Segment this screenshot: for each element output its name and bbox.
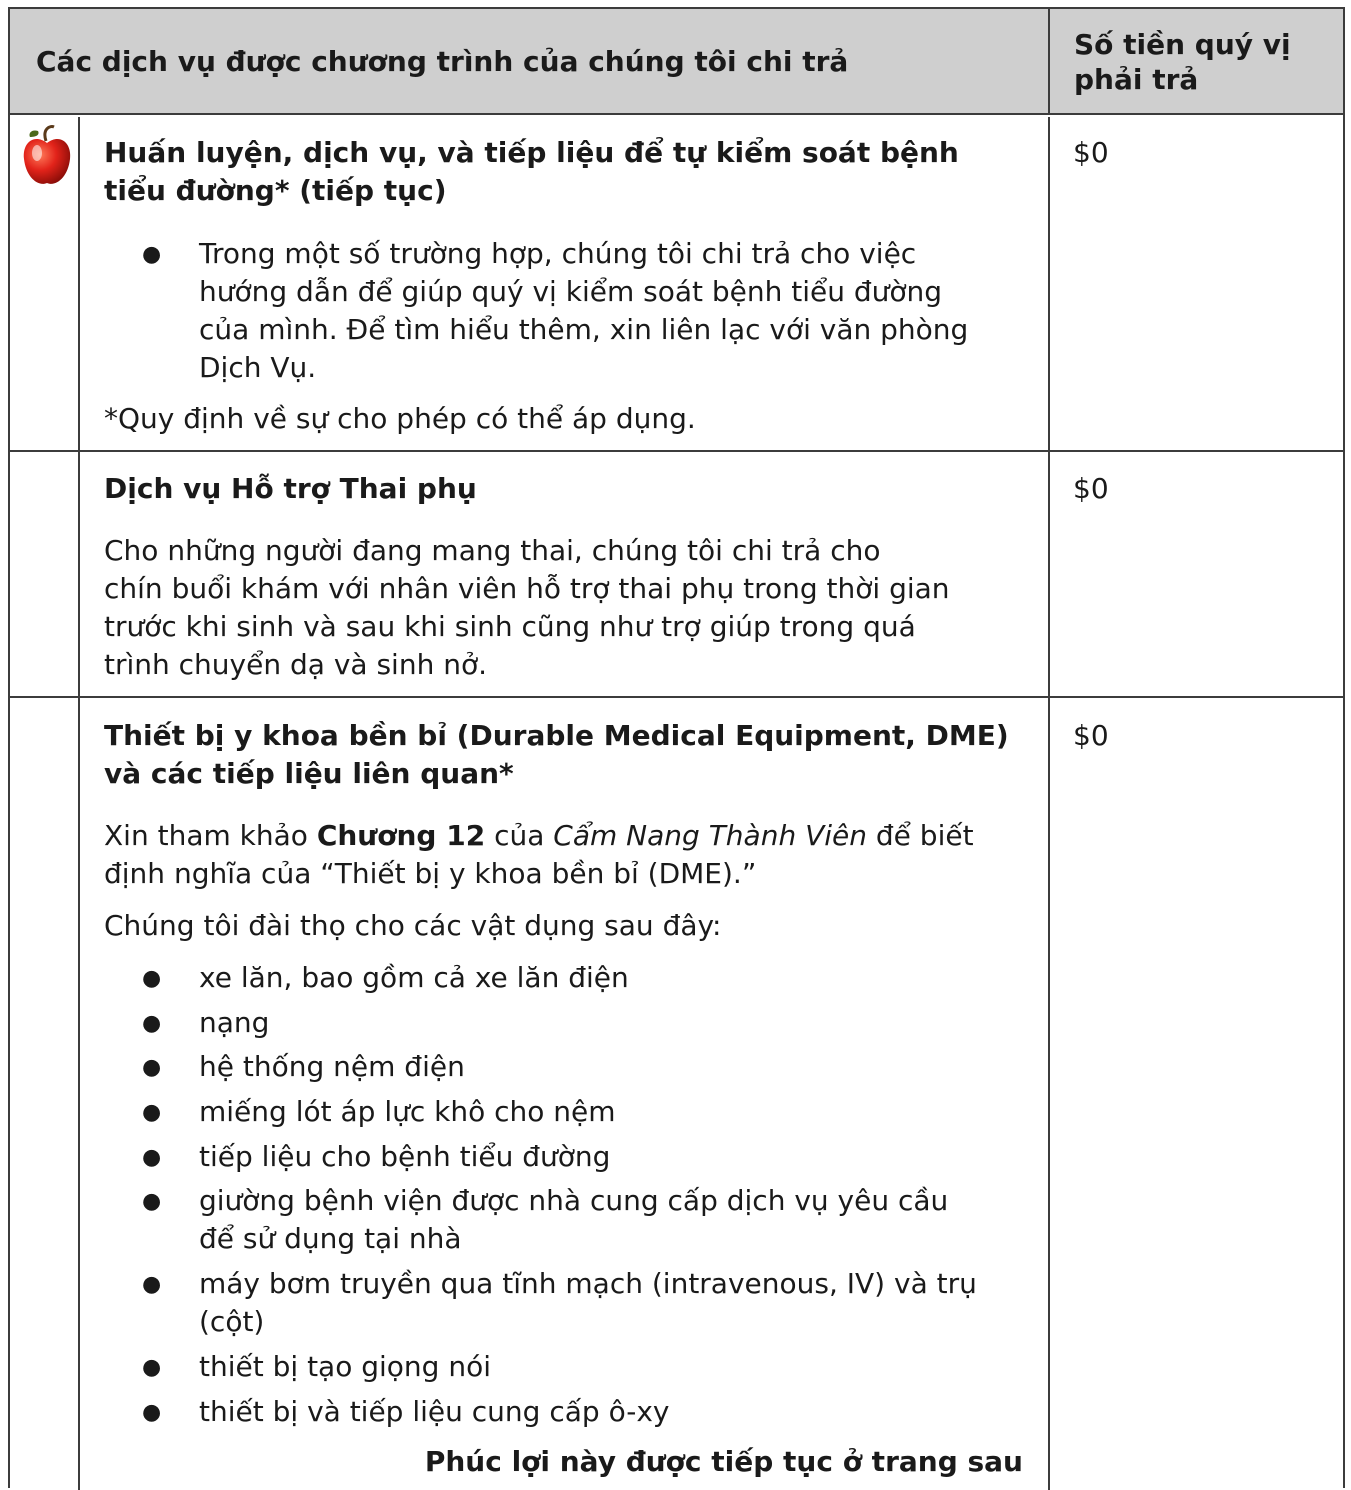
row3-reference-line1 (104, 817, 974, 855)
row-divider (10, 696, 1343, 698)
bullet-icon: ● (142, 1400, 162, 1425)
bullet-icon: ● (142, 242, 162, 267)
continued-note: Phúc lợi này được tiếp tục ở trang sau (424, 1445, 1023, 1478)
row1-bullet-line2: hướng dẫn để giúp quý vị kiểm soát bệnh tiểu đường (199, 275, 943, 308)
ref-mid: của (485, 819, 554, 852)
row1-bullet-line3: của mình. Để tìm hiểu thêm, xin liên lạc với văn phòng (199, 313, 969, 346)
row1-bullet-line4: Dịch Vụ. (199, 351, 317, 384)
ref-handbook: Cẩm Nang Thành Viên (553, 819, 867, 852)
item-iv-pump-line1: máy bơm truyền qua tĩnh mạch (intravenous, IV) và trụ (199, 1267, 977, 1300)
services-column-header: Các dịch vụ được chương trình của chúng tôi chi trả (36, 45, 849, 78)
row2-title: Dịch vụ Hỗ trợ Thai phụ (104, 472, 477, 505)
row3-title-line2: và các tiếp liệu liên quan* (104, 757, 514, 790)
row2-body-line2: chín buổi khám với nhân viên hỗ trợ thai phụ trong thời gian (104, 572, 950, 605)
row2-body-line3: trước khi sinh và sau khi sinh cũng như trợ giúp trong quá (104, 610, 916, 643)
bullet-icon: ● (142, 1272, 162, 1297)
table-header (10, 9, 1343, 115)
row1-bullet-line1: Trong một số trường hợp, chúng tôi chi trả cho việc (199, 237, 917, 270)
bullet-icon: ● (142, 1011, 162, 1036)
item-hospital-bed-line2: để sử dụng tại nhà (199, 1222, 462, 1255)
bullet-icon: ● (142, 1355, 162, 1380)
item-crutches: nạng (199, 1006, 270, 1039)
ref-pre: Xin tham khảo (104, 819, 317, 852)
amount-column-divider (1048, 117, 1050, 1490)
bullet-icon: ● (142, 966, 162, 991)
item-mattress-system: hệ thống nệm điện (199, 1050, 465, 1083)
row1-title-line2: tiểu đường* (tiếp tục) (104, 174, 447, 207)
item-pressure-pad: miếng lót áp lực khô cho nệm (199, 1095, 616, 1128)
item-hospital-bed-line1: giường bệnh viện được nhà cung cấp dịch vụ yêu cầu (199, 1184, 949, 1217)
row2-body-line1: Cho những người đang mang thai, chúng tôi chi trả cho (104, 534, 881, 567)
row3-title-line1: Thiết bị y khoa bền bỉ (Durable Medical Equipment, DME) (104, 719, 1009, 752)
item-oxygen: thiết bị và tiếp liệu cung cấp ô-xy (199, 1395, 670, 1428)
row3-reference-line2: định nghĩa của “Thiết bị y khoa bền bỉ (DME).” (104, 857, 757, 890)
bullet-icon: ● (142, 1100, 162, 1125)
item-wheelchair: xe lăn, bao gồm cả xe lăn điện (199, 961, 629, 994)
row3-intro: Chúng tôi đài thọ cho các vật dụng sau đây: (104, 909, 722, 942)
bullet-icon: ● (142, 1055, 162, 1080)
item-iv-pump-line2: (cột) (199, 1305, 265, 1338)
item-diabetic-supplies: tiếp liệu cho bệnh tiểu đường (199, 1140, 611, 1173)
ref-chapter: Chương 12 (316, 819, 486, 852)
row1-title-line1: Huấn luyện, dịch vụ, và tiếp liệu để tự kiểm soát bệnh (104, 136, 959, 169)
amount-header-line1: Số tiền quý vị (1074, 28, 1291, 61)
row3-amount: $0 (1073, 719, 1109, 752)
row2-amount: $0 (1073, 472, 1109, 505)
row-divider (10, 450, 1343, 452)
icon-column-divider (78, 117, 80, 1490)
row1-note: *Quy định về sự cho phép có thể áp dụng. (104, 402, 696, 435)
row1-amount: $0 (1073, 136, 1109, 169)
bullet-icon: ● (142, 1145, 162, 1170)
header-divider (1048, 9, 1050, 115)
amount-column-header (1074, 27, 1314, 97)
apple-icon (20, 123, 74, 189)
item-speech-device: thiết bị tạo giọng nói (199, 1350, 491, 1383)
benefits-table (8, 7, 1345, 1488)
bullet-icon: ● (142, 1189, 162, 1214)
amount-header-line2: phải trả (1074, 63, 1199, 96)
ref-post: để biết (867, 819, 974, 852)
row2-body-line4: trình chuyển dạ và sinh nở. (104, 648, 487, 681)
